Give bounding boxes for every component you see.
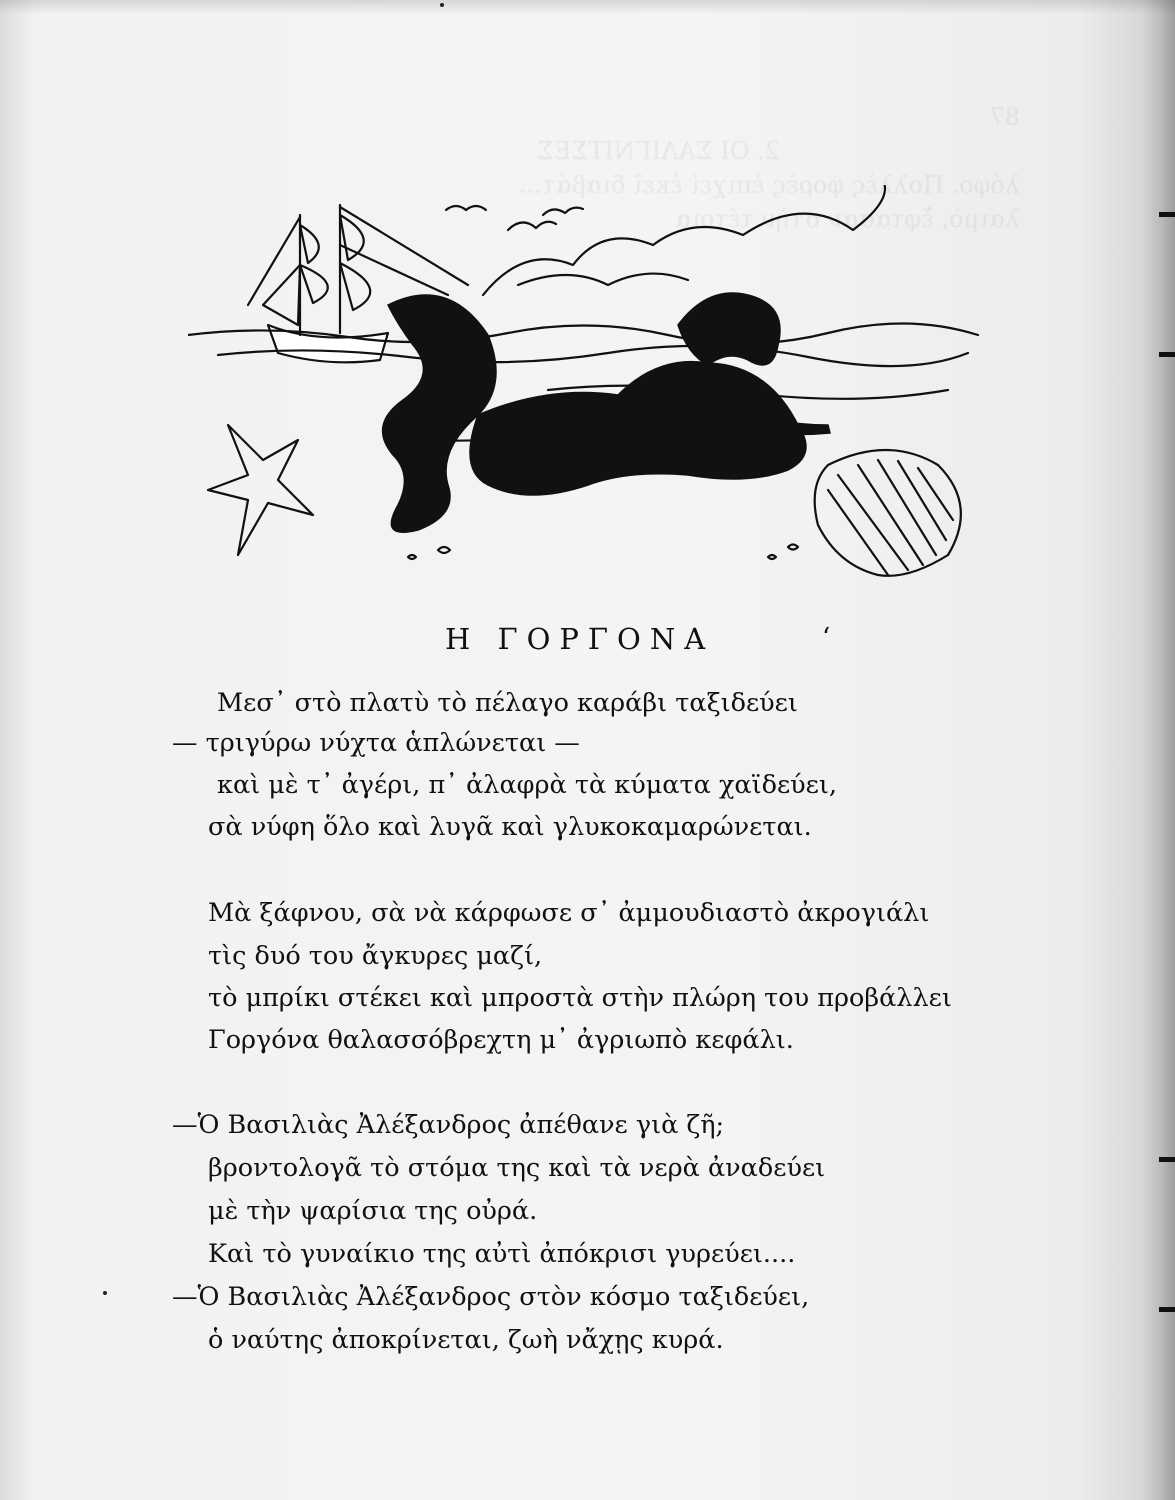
page-edge-shadow	[1141, 0, 1175, 1500]
poem-line: τὸ μπρίκι στέκει καὶ μπροστὰ στὴν πλώρη του προβάλλει	[208, 983, 952, 1013]
poem-line: Καὶ τὸ γυναίκιο της αὐτὶ ἀπόκρισι γυρεύει....	[208, 1239, 796, 1269]
poem-line: καὶ μὲ τ᾽ ἀγέρι, π᾽ ἀλαφρὰ τὰ κύματα χαϊδεύει,	[217, 770, 837, 800]
ink-speck	[103, 1291, 107, 1295]
poem-line: βροντολογᾶ τὸ στόμα της καὶ τὰ νερὰ ἀναδεύει	[208, 1153, 826, 1183]
cloud-swirl	[518, 274, 688, 285]
ink-speck	[440, 3, 444, 7]
bleed-line: λαιμὸ, ἔφτασαν στὴν τέτοια	[674, 205, 1020, 233]
margin-tick	[1159, 212, 1175, 217]
poem-title: Η ΓΟΡΓΟΝΑ	[445, 622, 715, 656]
bleed-line: 2. ΟΙ ΣΑΛΙΓΝΙΤΣΕΣ	[536, 137, 780, 165]
mermaid-illustration	[188, 185, 988, 595]
seagull	[446, 206, 486, 210]
poem-line: Μεσ᾽ στὸ πλατὺ τὸ πέλαγο καράβι ταξιδεύει	[217, 688, 798, 718]
bleed-line: 87	[989, 103, 1020, 131]
mermaid-tail	[383, 295, 496, 532]
seagull	[543, 208, 583, 215]
page-top-shadow	[0, 0, 1175, 14]
poem-line: σὰ νύφη ὅλο καὶ λυγᾶ καὶ γλυκοκαμαρώνεται.	[208, 812, 812, 842]
poem-line: Γοργόνα θαλασσόβρεχτη μ᾽ ἀγριωπὸ κεφάλι.	[208, 1025, 794, 1055]
scallop-shell	[815, 450, 961, 576]
poem-line: — τριγύρω νύχτα ἁπλώνεται —	[172, 728, 580, 758]
ship-sail	[300, 215, 370, 310]
starfish	[208, 425, 313, 555]
margin-tick	[1159, 1307, 1175, 1312]
sea-bubble	[408, 545, 798, 560]
poem-line: ὁ ναύτης ἀποκρίνεται, ζωὴ νἄχῃς κυρά.	[208, 1325, 724, 1355]
mermaid-hair	[678, 293, 780, 365]
poem-line: Μὰ ξάφνου, σὰ νὰ κάρφωσε σ᾽ ἀμμουδιαστὸ ἀκρογιάλι	[208, 898, 930, 928]
title-ornament: ʻ	[822, 623, 831, 653]
ship-rigging	[248, 207, 468, 305]
ship-sail	[263, 265, 300, 325]
ship-mast	[300, 205, 340, 335]
seagull	[508, 222, 556, 230]
margin-tick	[1159, 352, 1175, 357]
poem-line: —Ὁ Βασιλιὰς Ἀλέξανδρος στὸν κόσμο ταξιδεύει,	[172, 1282, 810, 1312]
poem-line: μὲ τὴν ψαρίσια της οὐρά.	[208, 1196, 538, 1226]
margin-tick	[1159, 1157, 1175, 1162]
bleed-line: λόφο. Πολλὲς φορὲς ἐπιχεί ἐκεῖ διαβάτ...	[519, 171, 1020, 199]
poem-line: —Ὁ Βασιλιὰς Ἀλέξανδρος ἀπέθανε γιὰ ζῆ;	[172, 1110, 725, 1140]
poem-line: τὶς δυό του ἄγκυρες μαζί,	[208, 941, 543, 971]
scallop-shell-rib	[828, 460, 953, 575]
